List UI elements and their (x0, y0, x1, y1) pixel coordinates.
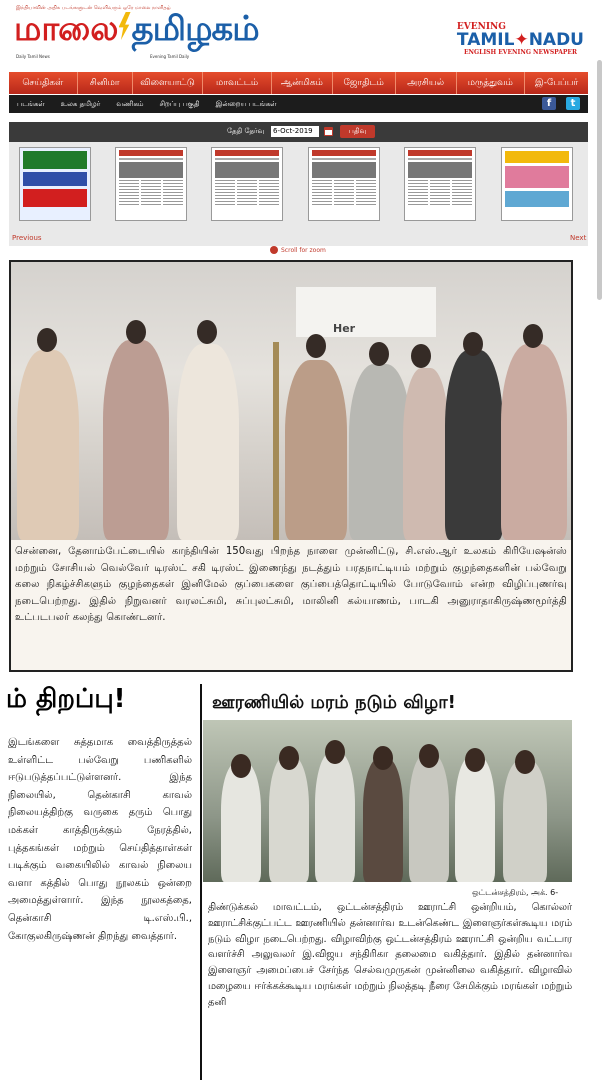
person-head (279, 746, 299, 770)
person (455, 756, 495, 882)
etn-evening: EVENING (456, 22, 506, 32)
primary-nav (9, 72, 588, 94)
person-head (515, 750, 535, 774)
page-thumbnail[interactable] (501, 147, 573, 221)
logo-tagline: இந்தியாவின் அதிக படங்களுடன் வெளிவரும் ஒரே மாலை நாளிதழ் (16, 5, 171, 11)
person-head (523, 324, 543, 348)
nav2-item-pictures[interactable]: படங்கள் (17, 99, 45, 108)
banner-text: Her (333, 322, 356, 335)
nav-item-health[interactable]: மருத்துவம் (457, 72, 526, 94)
person-head (419, 744, 439, 768)
person-head (306, 334, 326, 358)
zoom-hint[interactable] (270, 246, 326, 254)
article-caption: சென்னை, தேனாம்பேட்டையில் காந்தியின் 150வது பிறந்த நாளை முன்னிட்டு, சி.எஸ்.ஆர் உலகம் கிரியேஷன்ஸ் மற்றும் சோசியல் வெல்வேர் டிரஸ்ட் சகி டிரஸ்ட் இணைந்து நடத்தும் பரதநாட்டியம் மற்றும் குழந்தைகளின் பல்வேறு கலை நிகழ்ச்சிகளும் குழந்தைகள் இனிமேல் குப்பைகளை குப்பைத்தொட்டியில் போடுவோம் என்ற விழிப்புணர்வு நடைபெற்றது. இதில் நிறுவனர் வரலட்சுமி, சுப்புலட்சுமி, மாலினி கல்யாணம், பாடகி அனுராதாகிருஷ்ணமூர்த்தி உட்படபலர் கலந்து கொண்டனர். (15, 546, 567, 624)
person-head (37, 328, 57, 352)
event-photo (11, 262, 571, 540)
etn-subtitle: ENGLISH EVENING NEWSPAPER (463, 49, 577, 56)
page-thumbnail[interactable] (115, 147, 187, 221)
star-icon: ✦ (514, 30, 529, 50)
article-gandhi-event (9, 260, 573, 672)
zoom-label: Scroll for zoom (281, 246, 326, 254)
facebook-icon[interactable]: f (542, 97, 556, 110)
oil-lamp (273, 342, 279, 540)
page-thumbnail[interactable] (19, 147, 91, 221)
logo-part1: மாலை (14, 9, 118, 49)
article-library-opening (0, 684, 200, 1080)
twitter-icon[interactable]: t (566, 97, 580, 110)
page-thumbnail[interactable] (308, 147, 380, 221)
article-headline: ஊரணியில் மரம் நடும் விழா! (212, 692, 456, 713)
person (503, 760, 547, 882)
person-head (373, 746, 393, 770)
person (349, 364, 411, 540)
person (103, 340, 169, 540)
nav2-item-special[interactable]: சிறப்பு பகுதி (159, 99, 200, 108)
person-head (411, 344, 431, 368)
person (285, 360, 347, 540)
etn-title (457, 32, 584, 49)
person-head (463, 332, 483, 356)
column-divider (200, 684, 202, 1080)
next-link[interactable]: Next (570, 234, 587, 242)
etn-nadu: NADU (528, 30, 584, 50)
nav-item-cinema[interactable]: சினிமா (78, 72, 133, 94)
nav-item-astrology[interactable]: ஜோதிடம் (333, 72, 396, 94)
page-thumbnail[interactable] (404, 147, 476, 221)
tree-planting-photo (203, 720, 572, 882)
date-bar (9, 122, 588, 142)
zoom-icon (270, 246, 278, 254)
person (445, 350, 503, 540)
event-banner (296, 287, 436, 337)
nav2-item-today-pictures[interactable]: இன்றைய படங்கள் (215, 99, 277, 108)
nav-item-news[interactable]: செய்திகள் (9, 72, 78, 94)
article-body: இடங்களை சுத்தமாக வைத்திருத்தல் உள்ளிட்ட பல்வேறு பணிகளில் ஈடுபடுத்தப்பட்டுள்ளனர். இந்த நிலையில், தென்காசி காவல் நிலையத்திற்கு வருகை தரும் பொது மக்கள் காத்திருக்கும் நேரத்தில், புத்தகங்கள் மற்றும் செய்தித்தாள்கள் படிக்கும் வகையிலில் காவல் நிலைய வளா கத்தில் பொது நூலகம் ஒன்றை அமைத்துள்ளார். இந்த நூலகத்தை, தென்காசி டி.எஸ்.பி., கோகுலகிருஷ்ணன் திறந்து வைத்தார். (8, 737, 192, 942)
nav2-item-world-tamil[interactable]: உலக தமிழர் (60, 99, 101, 108)
evening-tamilnadu-logo[interactable] (457, 22, 584, 56)
lightning-icon (119, 12, 131, 40)
epaper-viewer (9, 122, 588, 246)
person-head (325, 740, 345, 764)
site-header (0, 0, 606, 70)
secondary-nav (9, 95, 588, 113)
person-head (465, 748, 485, 772)
person (269, 756, 309, 882)
scrollbar[interactable] (597, 60, 602, 300)
person (409, 754, 449, 882)
person (315, 752, 355, 882)
nav-item-epaper[interactable]: இ-பேப்பர் (534, 77, 579, 88)
person-head (126, 320, 146, 344)
person (17, 350, 79, 540)
person (363, 758, 403, 882)
page-thumbnail[interactable] (211, 147, 283, 221)
person-head (197, 320, 217, 344)
calendar-icon[interactable] (324, 127, 333, 136)
date-input[interactable]: 6-Oct-2019 (271, 126, 319, 137)
logo-sub-right: Evening Tamil Daily (150, 54, 190, 59)
article-body: திண்டுக்கல் மாவட்டம், ஒட்டன்சத்திரம் ஊராட்சி ஒன்றியம், கொல்லர் ஊராட்சிக்குட்பட்ட ஊரணியில் தன்னார்வ உடன்கெண்ட இளைஞர்கள்கூடிய மரம் நடும் விழா நடைபெற்றது. விழாவிற்கு ஒட்டன்சத்திரம் ஊராட்சி ஒன்றிய வட்டார வளர்ச்சி அலுவலர் இ.விஜய சந்திரிகா தலைமை வகித்தார். இதில் தன்னார்வ இளைஞர் அமைப்பைச் சேர்ந்த செல்வமுருகன் முன்னிலை வகித்தார். விழாவில் மழையை ஈர்க்கக்கூடிய மரங்கள் மற்றும் நிலத்தடி நீரை சேமிக்கும் மரங்கள் மற்றும் தனி (208, 902, 572, 1008)
logo-sub-left: Daily Tamil News (16, 54, 50, 59)
person (221, 762, 261, 882)
person (403, 368, 449, 540)
logo-part2: தமிழகம் (131, 9, 259, 49)
person-head (231, 754, 251, 778)
person (501, 344, 567, 540)
article-headline: ம் திறப்பு! (6, 684, 126, 714)
nav-item-sports[interactable]: விளையாட்டு (133, 72, 204, 94)
article-dateline: ஒட்டன்சத்திரம், அக். 6- (472, 888, 559, 897)
nav-item-district[interactable]: மாவட்டம் (203, 72, 272, 94)
person-head (369, 342, 389, 366)
nav-item-politics[interactable]: அரசியல் (396, 72, 457, 94)
go-button[interactable]: பதிவு (340, 125, 375, 138)
nav2-item-business[interactable]: வணிகம் (116, 99, 144, 108)
person (177, 344, 239, 540)
previous-link[interactable]: Previous (12, 234, 42, 242)
date-label: தேதி தேர்வு (227, 127, 265, 135)
nav-item-spiritual[interactable]: ஆன்மிகம் (272, 72, 333, 94)
site-logo[interactable] (14, 9, 259, 49)
etn-tamil: TAMIL (456, 30, 515, 50)
